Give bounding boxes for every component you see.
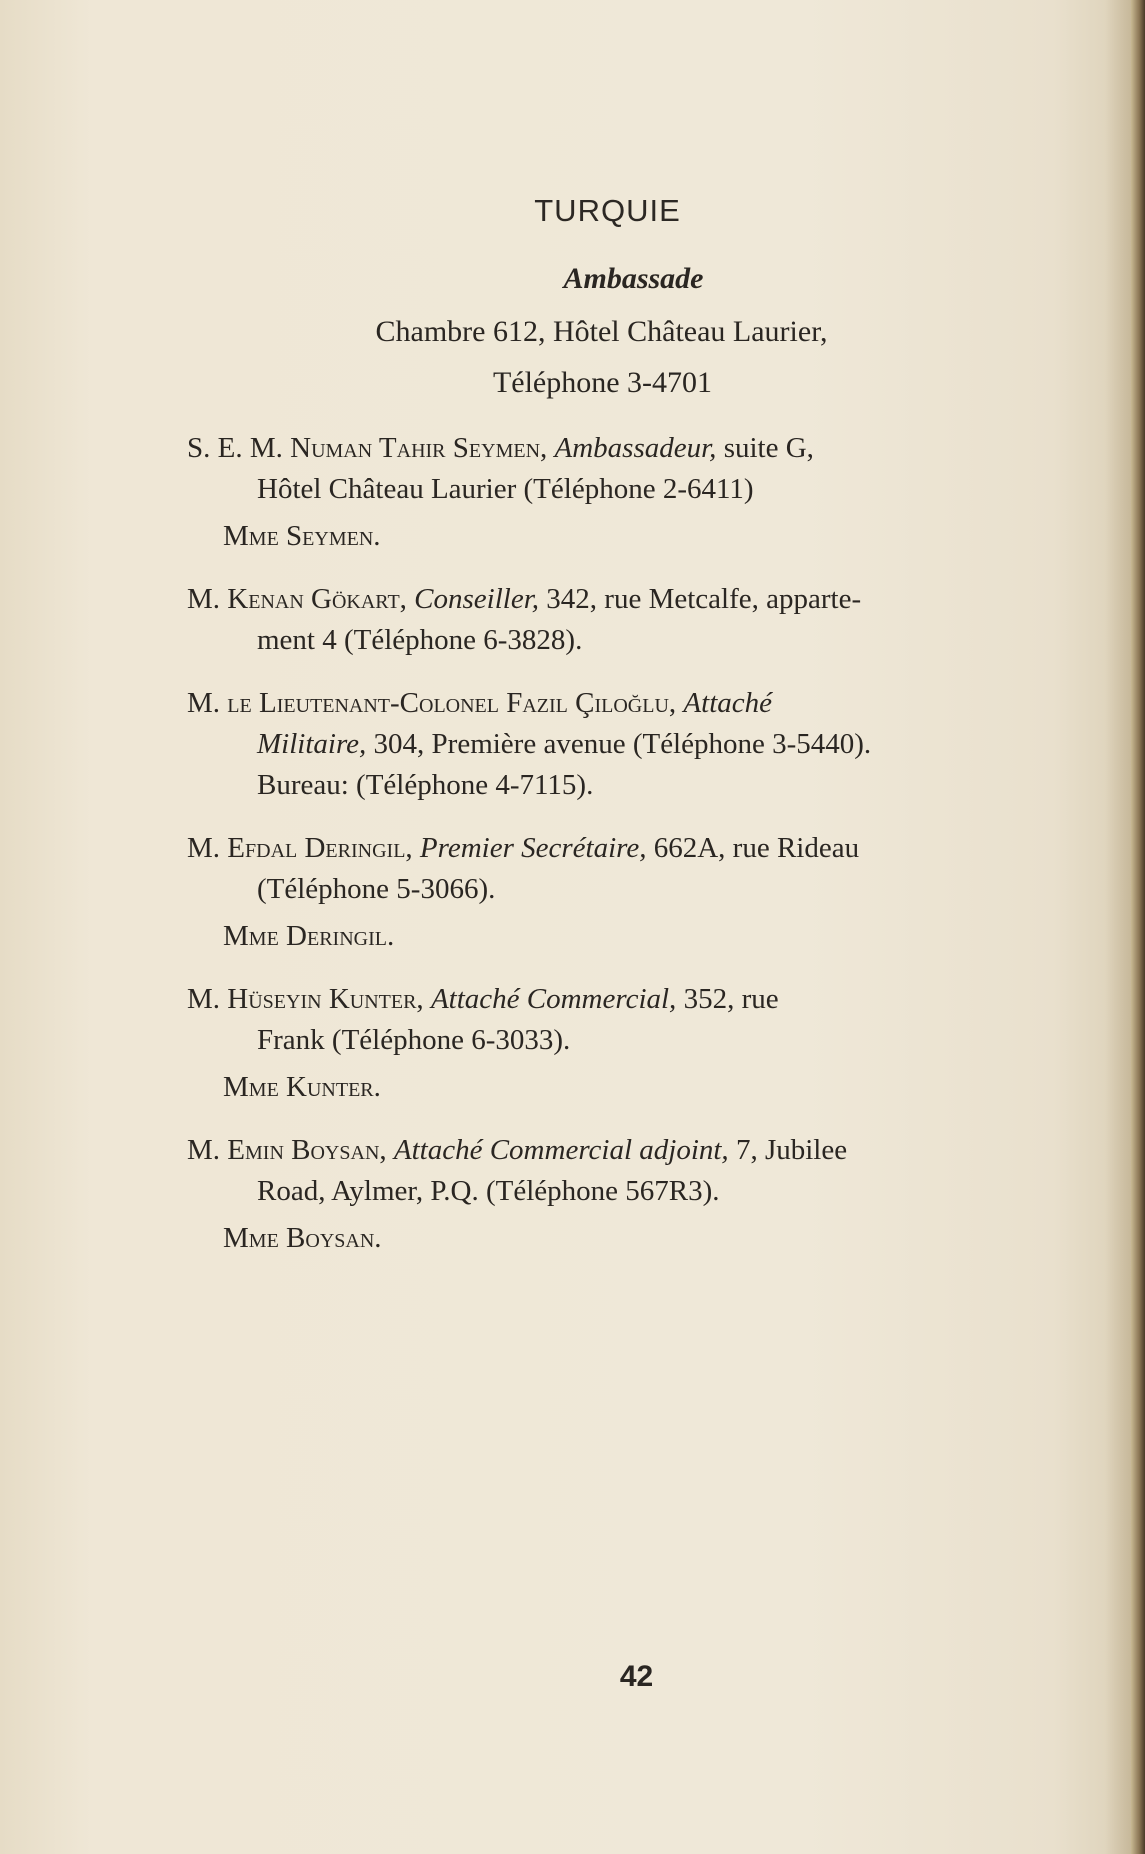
entry-title-continued: Militaire, [257,728,367,760]
entry-address: 662A, rue Rideau [653,832,860,864]
entry-continuation: 304, Première avenue (Téléphone 3-5440). [373,728,872,760]
section-subtitle: Ambassade [563,262,704,295]
entry-spouse: Mme Kunter. [223,1071,381,1103]
embassy-phone: Téléphone 3-4701 [492,366,713,399]
entry-prefix: M. [187,983,221,1015]
entry-continuation: Road, Aylmer, P.Q. (Téléphone 567R3). [257,1175,720,1207]
entry-address: suite G, [723,432,814,464]
entry-name: Kenan Gökart, [227,583,407,615]
entry-address: 342, rue Metcalfe, apparte- [546,583,862,615]
entry-continuation: Frank (Téléphone 6-3033). [257,1024,571,1056]
entry-name: Hüseyin Kunter, [227,983,424,1015]
entry-continuation: (Téléphone 5-3066). [257,873,496,905]
entry-title: Ambassadeur, [554,432,717,464]
entry-title: Premier Secrétaire, [419,832,647,864]
entry-spouse: Mme Seymen. [223,520,381,552]
entry-spouse: Mme Deringil. [223,920,395,952]
entry-name: le Lieutenant-Colonel Fazil Çiloğlu, [227,687,677,719]
entry-prefix: M. [187,583,221,615]
staff-entry [187,1130,1097,1259]
staff-entry [187,428,1097,557]
staff-list [187,428,1097,1281]
staff-entry [187,579,1097,661]
country-heading: TURQUIE [534,193,681,228]
entry-title: Conseiller, [414,583,540,615]
entry-name: Efdal Deringil, [227,832,413,864]
entry-address: 352, rue [683,983,779,1015]
embassy-address: Chambre 612, Hôtel Château Laurier, [375,315,828,348]
staff-entry [187,979,1097,1108]
staff-entry [187,828,1097,957]
entry-spouse: Mme Boysan. [223,1222,382,1254]
staff-entry [187,683,1097,806]
entry-continuation: ment 4 (Téléphone 6-3828). [257,624,583,656]
entry-name: Emin Boysan, [227,1134,387,1166]
entry-continuation: Hôtel Château Laurier (Téléphone 2-6411) [257,473,754,505]
entry-office: Bureau: (Téléphone 4-7115). [257,769,594,801]
entry-title: Attaché Commercial, [430,983,677,1015]
entry-prefix: M. [187,687,221,719]
entry-name: Numan Tahir Seymen, [290,432,548,464]
entry-title: Attaché [683,687,772,719]
entry-prefix: S. E. M. [187,432,283,464]
page-number: 42 [619,1660,654,1693]
entry-prefix: M. [187,1134,221,1166]
entry-title: Attaché Commercial adjoint, [393,1134,729,1166]
entry-address: 7, Jubilee [735,1134,848,1166]
entry-prefix: M. [187,832,221,864]
